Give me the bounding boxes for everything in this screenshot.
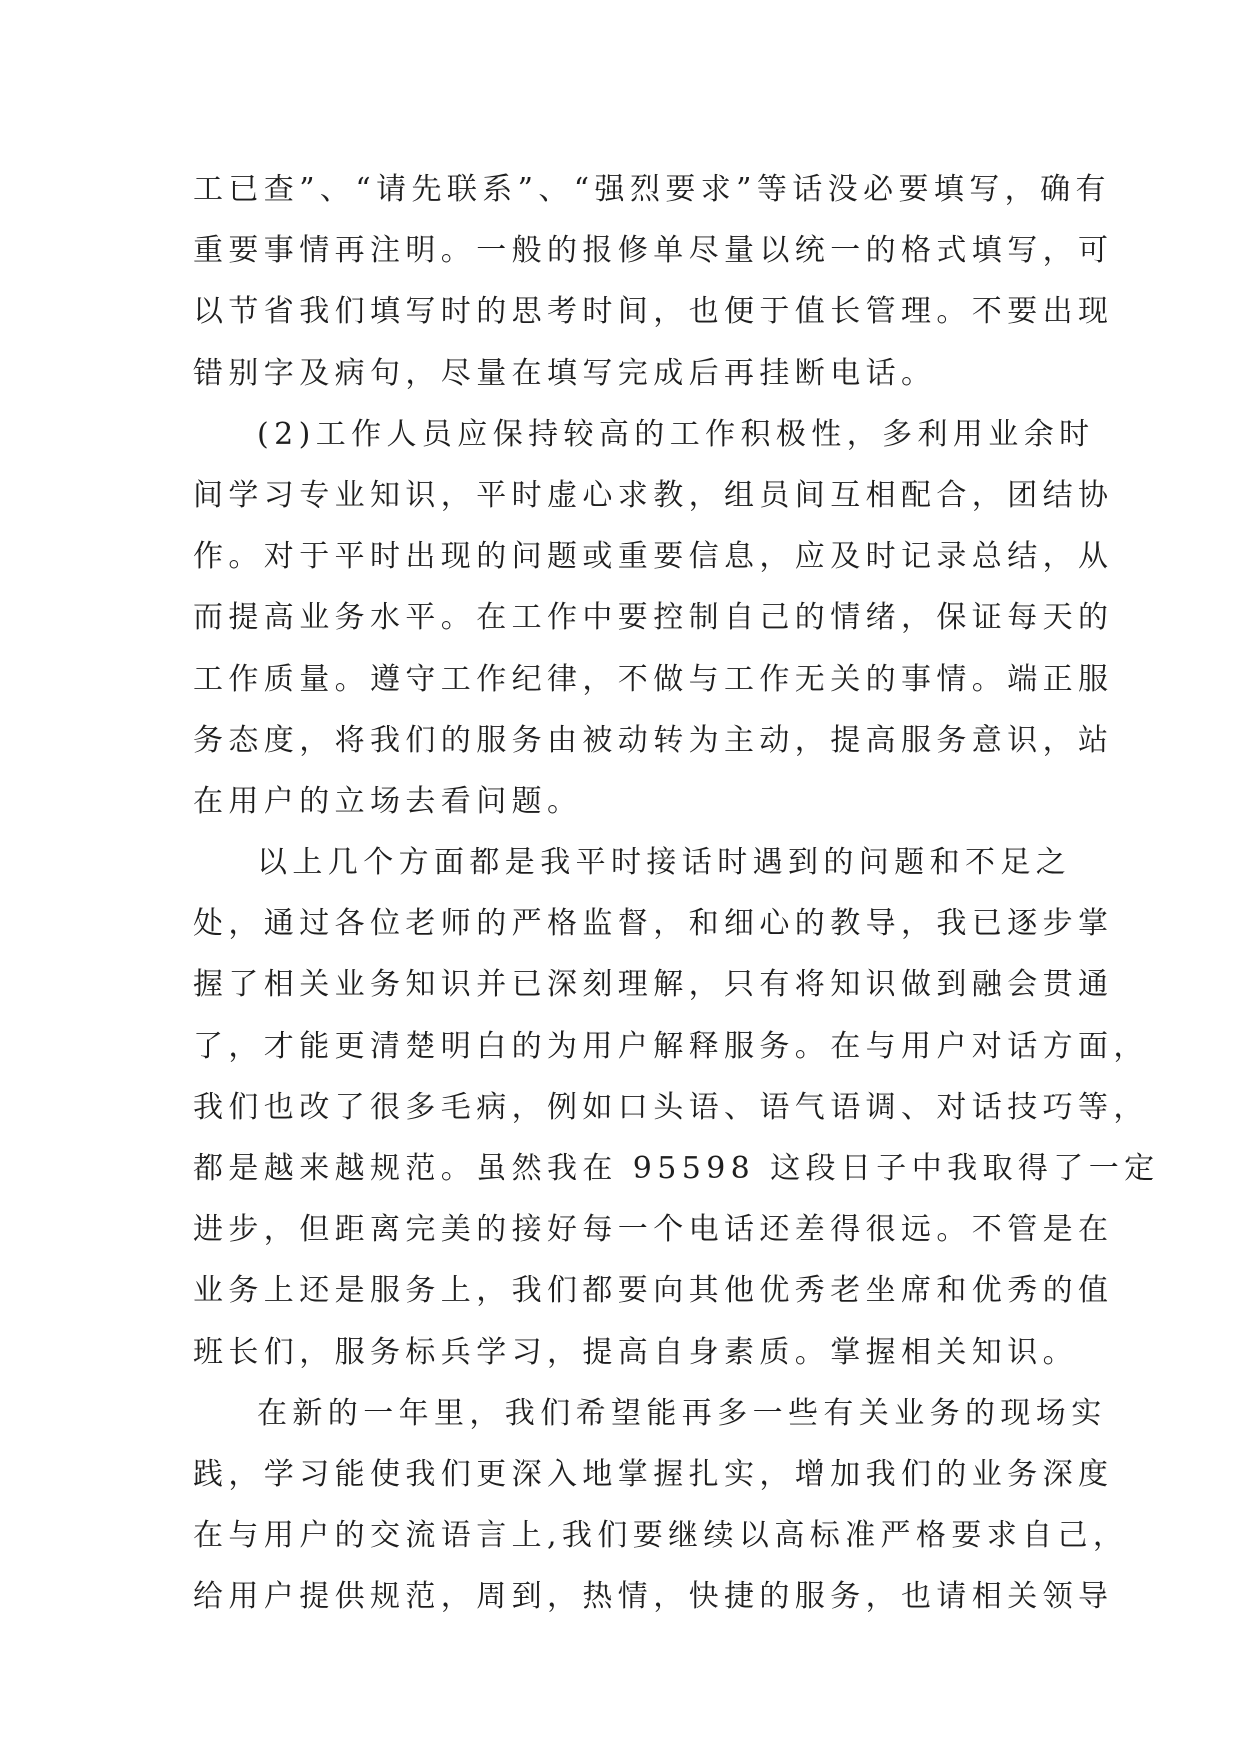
text-line: 作。对于平时出现的问题或重要信息，应及时记录总结，从 <box>193 539 1114 575</box>
text-line: 工作质量。遵守工作纪律，不做与工作无关的事情。端正服 <box>193 661 1114 697</box>
text-line: 握了相关业务知识并已深刻理解，只有将知识做到融会贯通 <box>193 967 1114 1003</box>
text-line: 以节省我们填写时的思考时间，也便于值长管理。不要出现 <box>193 294 1114 330</box>
text-line: 而提高业务水平。在工作中要控制自己的情绪，保证每天的 <box>193 600 1114 636</box>
text-line: 错别字及病句，尽量在填写完成后再挂断电话。 <box>193 355 937 391</box>
text-line: 进步，但距离完美的接好每一个电话还差得很远。不管是在 <box>193 1212 1114 1248</box>
text-line: 班长们，服务标兵学习，提高自身素质。掌握相关知识。 <box>193 1334 1078 1370</box>
text-line: 处，通过各位老师的严格监督，和细心的教导，我已逐步掌 <box>193 906 1114 942</box>
text-line: 业务上还是服务上，我们都要向其他优秀老坐席和优秀的值 <box>193 1273 1114 1309</box>
text-line: 重要事情再注明。一般的报修单尽量以统一的格式填写，可 <box>193 233 1114 269</box>
document-body <box>193 159 1160 1628</box>
text-line: 间学习专业知识，平时虚心求教，组员间互相配合，团结协 <box>193 477 1114 513</box>
paragraph-first-line: 在新的一年里，我们希望能再多一些有关业务的现场实 <box>257 1395 1107 1431</box>
text-line: 在用户的立场去看问题。 <box>193 783 583 819</box>
paragraph-first-line: 以上几个方面都是我平时接话时遇到的问题和不足之 <box>257 845 1072 881</box>
paragraph-first-line: (2)工作人员应保持较高的工作积极性，多利用业余时 <box>257 416 1095 452</box>
text-line: 给用户提供规范，周到，热情，快捷的服务，也请相关领导 <box>193 1579 1114 1615</box>
text-line: 在与用户的交流语言上,我们要继续以高标准严格要求自己， <box>193 1518 1129 1554</box>
text-line: 我们也改了很多毛病，例如口头语、语气语调、对话技巧等， <box>193 1089 1149 1125</box>
text-line: 务态度，将我们的服务由被动转为主动，提高服务意识，站 <box>193 722 1114 758</box>
text-line: 了，才能更清楚明白的为用户解释服务。在与用户对话方面， <box>193 1028 1149 1064</box>
text-line: 践，学习能使我们更深入地掌握扎实，增加我们的业务深度 <box>193 1456 1114 1492</box>
text-line: 都是越来越规范。虽然我在 95598 这段日子中我取得了一定 <box>193 1151 1160 1186</box>
text-line: 工已查”、“请先联系”、“强烈要求”等话没必要填写，确有 <box>193 172 1111 207</box>
